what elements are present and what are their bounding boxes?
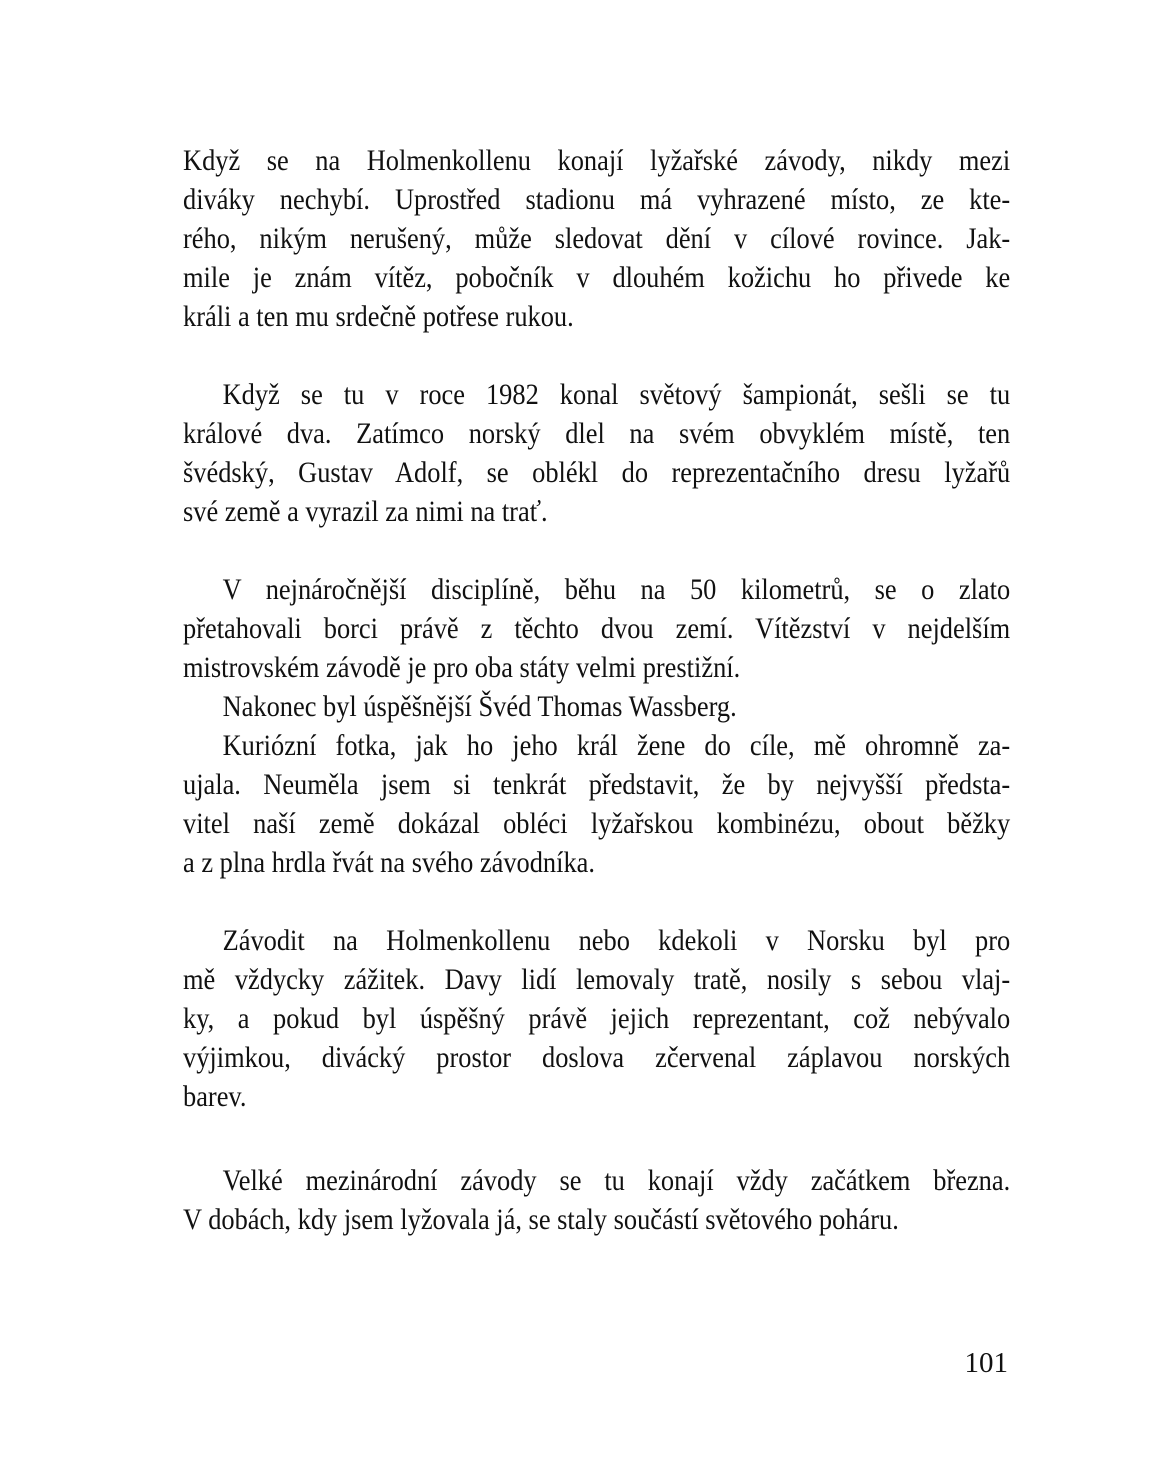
text-line — [183, 921, 1010, 960]
text-line — [183, 1161, 1010, 1200]
text-line-content: Kuriózní fotka, jak ho jeho král žene do cíle, mě ohromně za- — [222, 729, 1011, 762]
text-line-content: a z plna hrdla řvát na svého závodníka. — [183, 846, 595, 879]
text-line-content: ky, a pokud byl úspěšný právě jejich reprezentant, což nebývalo — [183, 1002, 1011, 1035]
text-line-content: švédský, Gustav Adolf, se oblékl do reprezentačního dresu lyžařů — [183, 456, 1011, 489]
text-line-content: mistrovském závodě je pro oba státy velmi prestižní. — [183, 651, 741, 684]
text-line — [183, 570, 1010, 609]
text-line — [183, 141, 1010, 180]
paragraph — [183, 726, 1010, 882]
text-line-content: barev. — [183, 1080, 247, 1113]
text-line — [183, 375, 1010, 414]
paragraph — [183, 687, 1010, 726]
text-line — [183, 843, 1010, 882]
text-line-content: ujala. Neuměla jsem si tenkrát představit, že by nejvyšší předsta- — [183, 768, 1011, 801]
text-line-content: rého, nikým nerušený, může sledovat dění v cílové rovince. Jak- — [183, 222, 1011, 255]
text-line — [183, 1038, 1010, 1077]
text-line — [183, 765, 1010, 804]
text-line-content: Když se tu v roce 1982 konal světový šampionát, sešli se tu — [222, 378, 1011, 411]
text-line-content: mile je znám vítěz, pobočník v dlouhém kožichu ho přivede ke — [183, 261, 1011, 294]
text-line — [183, 1077, 1010, 1116]
page-number: 101 — [964, 1347, 1008, 1379]
text-line — [183, 219, 1010, 258]
text-line-content: králové dva. Zatímco norský dlel na svém obvyklém místě, ten — [183, 417, 1011, 450]
text-line-content: své země a vyrazil za nimi na trať. — [183, 495, 548, 528]
body-text — [183, 141, 1010, 1278]
text-line-content: mě vždycky zážitek. Davy lidí lemovaly tratě, nosily s sebou vlaj- — [183, 963, 1011, 996]
text-line-content: výjimkou, divácký prostor doslova zčervenal záplavou norských — [183, 1041, 1011, 1074]
text-line — [183, 1200, 1010, 1239]
text-line-content: Velké mezinárodní závody se tu konají vždy začátkem března. — [222, 1164, 1011, 1197]
paragraph — [183, 570, 1010, 687]
paragraph — [183, 1161, 1010, 1239]
text-line — [183, 414, 1010, 453]
text-line — [183, 999, 1010, 1038]
text-line — [183, 609, 1010, 648]
text-line — [183, 687, 1010, 726]
text-line — [183, 960, 1010, 999]
text-line — [183, 180, 1010, 219]
paragraph — [183, 921, 1010, 1116]
text-line — [183, 492, 1010, 531]
text-line — [183, 453, 1010, 492]
text-line-content: králi a ten mu srdečně potřese rukou. — [183, 300, 574, 333]
text-line-content: Závodit na Holmenkollenu nebo kdekoli v Norsku byl pro — [222, 924, 1011, 957]
text-line — [183, 726, 1010, 765]
text-line-content: diváky nechybí. Uprostřed stadionu má vyhrazené místo, ze kte- — [183, 183, 1011, 216]
text-line — [183, 297, 1010, 336]
text-line-content: Když se na Holmenkollenu konají lyžařské závody, nikdy mezi — [183, 144, 1011, 177]
text-line — [183, 804, 1010, 843]
text-line-content: V nejnáročnější disciplíně, běhu na 50 kilometrů, se o zlato — [222, 573, 1011, 606]
text-line-content: přetahovali borci právě z těchto dvou zemí. Vítězství v nejdelším — [183, 612, 1011, 645]
text-line — [183, 648, 1010, 687]
text-line-content: V dobách, kdy jsem lyžovala já, se staly součástí světového poháru. — [183, 1203, 899, 1236]
paragraph — [183, 375, 1010, 531]
text-line — [183, 258, 1010, 297]
text-line-content: vitel naší země dokázal obléci lyžařskou kombinézu, obout běžky — [183, 807, 1011, 840]
paragraph — [183, 141, 1010, 336]
text-line-content: Nakonec byl úspěšnější Švéd Thomas Wassberg. — [222, 690, 737, 723]
